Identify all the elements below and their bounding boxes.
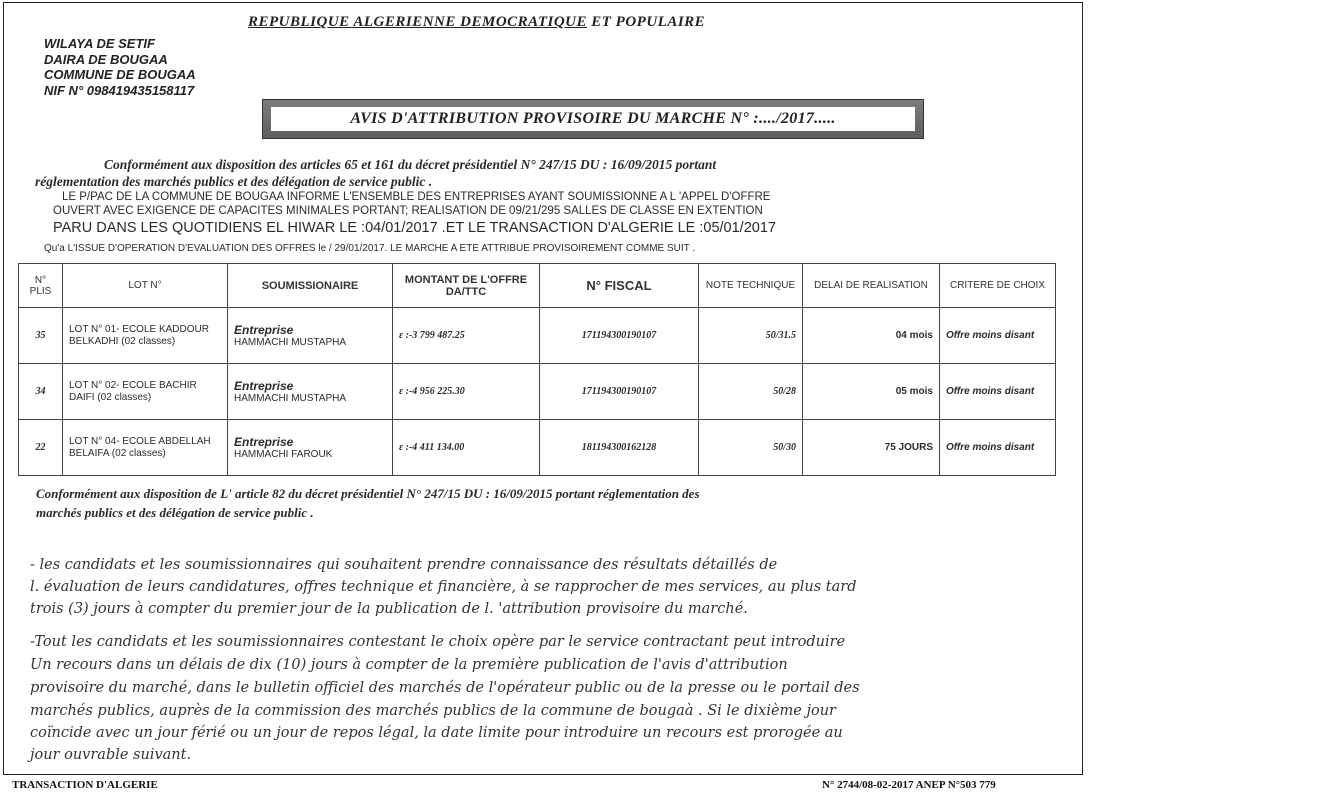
cell-delai: 05 mois	[803, 364, 940, 420]
cell-nom: HAMMACHI FAROUK	[234, 449, 333, 460]
cell-note: 50/30	[699, 420, 803, 476]
header-montant: MONTANT DE L'OFFRE DA/TTC	[393, 264, 540, 308]
cell-plis: 35	[19, 308, 63, 364]
cell-montant: ε :-4 411 134.00	[393, 420, 540, 476]
cell-delai: 75 JOURS	[803, 420, 940, 476]
table-row	[19, 364, 1056, 420]
header-critere: CRITERE DE CHOIX	[940, 264, 1056, 308]
intro-line-5: PARU DANS LES QUOTIDIENS EL HIWAR LE :04/01/2017 .ET LE TRANSACTION D'ALGERIE LE :05/01/2017	[53, 220, 776, 236]
cell-soumissionnaire	[228, 308, 393, 364]
cell-soumissionnaire	[228, 420, 393, 476]
para1-line-1: - les candidats et les soumissionnaires qui souhaitent prendre connaissance des résultats détaillés de	[30, 557, 778, 573]
cell-nom: HAMMACHI MUSTAPHA	[234, 393, 347, 404]
table-row	[19, 420, 1056, 476]
cell-critere: Offre moins disant	[940, 364, 1056, 420]
cell-lot: LOT N° 02- ECOLE BACHIR DAIFI (02 classes)	[63, 364, 228, 420]
para2-line-5: coïncide avec un jour férié ou un jour de repos légal, la date limite pour introduire un recours est prorogée au	[30, 725, 843, 741]
republic-heading-rest: ET POPULAIRE	[587, 14, 706, 30]
administration-block	[44, 36, 196, 98]
table-header-row	[19, 264, 1056, 308]
cell-fiscal: 181194300162128	[540, 420, 699, 476]
cell-critere: Offre moins disant	[940, 308, 1056, 364]
header-plis: N° PLIS	[19, 264, 63, 308]
header-lot: LOT N°	[63, 264, 228, 308]
cell-lot: LOT N° 01- ECOLE KADDOUR BELKADHI (02 classes)	[63, 308, 228, 364]
para2-line-4: marchés publics, auprès de la commission des marchés publics de la commune de bougaà . Si le dixième jour	[30, 703, 836, 719]
intro-line-2: réglementation des marchés publics et des délégation de service public .	[35, 174, 433, 189]
cell-plis: 22	[19, 420, 63, 476]
republic-heading-underlined: REPUBLIQUE ALGERIENNE DEMOCRATIQUE	[248, 14, 588, 30]
cell-entreprise: Entreprise	[234, 435, 294, 449]
para2-line-2: Un recours dans un délais de dix (10) jours à compter de la première publication de l'avis d'attribution	[30, 657, 788, 673]
commune-line: COMMUNE DE BOUGAA	[44, 67, 196, 82]
footer-reference: N° 2744/08-02-2017 ANEP N°503 779	[822, 779, 996, 791]
avis-title: AVIS D'ATTRIBUTION PROVISOIRE DU MARCHE N° :..../2017.....	[271, 107, 915, 131]
header-fiscal: N° FISCAL	[540, 264, 699, 308]
para2-line-1: -Tout les candidats et les soumissionnaires contestant le choix opère par le service contractant peut introduire	[30, 634, 846, 650]
para1-line-2: l. évaluation de leurs candidatures, offres technique et financière, à se rapprocher de mes services, au plus tard	[30, 579, 857, 595]
cell-nom: HAMMACHI MUSTAPHA	[234, 337, 347, 348]
cell-plis: 34	[19, 364, 63, 420]
cell-lot: LOT N° 04- ECOLE ABDELLAH BELAIFA (02 classes)	[63, 420, 228, 476]
cell-note: 50/28	[699, 364, 803, 420]
wilaya-line: WILAYA DE SETIF	[44, 36, 155, 51]
cell-entreprise: Entreprise	[234, 323, 294, 337]
article82-line-1: Conformément aux disposition de L' article 82 du décret présidentiel N° 247/15 DU : 16/09/2015 portant réglementation des	[36, 486, 700, 501]
para1-line-3: trois (3) jours à compter du premier jour de la publication de l. 'attribution provisoire du marché.	[30, 601, 748, 617]
attribution-table	[18, 263, 1056, 476]
cell-soumissionnaire	[228, 364, 393, 420]
cell-delai: 04 mois	[803, 308, 940, 364]
para2-line-6: jour ouvrable suivant.	[30, 747, 192, 763]
cell-montant: ε :-3 799 487.25	[393, 308, 540, 364]
avis-title-box	[262, 99, 924, 139]
article82-line-2: marchés publics et des délégation de service public .	[36, 505, 314, 520]
intro-line-3: LE P/PAC DE LA COMMUNE DE BOUGAA INFORME L'ENSEMBLE DES ENTREPRISES AYANT SOUMISSIONNE A L 'APPEL D'OFFRE	[62, 191, 771, 203]
header-soumissionnaire: SOUMISSIONAIRE	[228, 264, 393, 308]
cell-note: 50/31.5	[699, 308, 803, 364]
table-row	[19, 308, 1056, 364]
cell-critere: Offre moins disant	[940, 420, 1056, 476]
intro-line-1: Conformément aux disposition des articles 65 et 161 du décret présidentiel N° 247/15 DU : 16/09/2015 portant	[104, 157, 717, 172]
cell-fiscal: 171194300190107	[540, 364, 699, 420]
cell-montant: ε :-4 956 225.30	[393, 364, 540, 420]
cell-entreprise: Entreprise	[234, 379, 294, 393]
intro-line-4: OUVERT AVEC EXIGENCE DE CAPACITES MINIMALES PORTANT; REALISATION DE 09/21/295 SALLES DE CLASSE EN EXTENTION	[53, 205, 763, 217]
cell-fiscal: 171194300190107	[540, 308, 699, 364]
nif-line: NIF N° 098419435158117	[44, 82, 195, 98]
header-note: NOTE TECHNIQUE	[699, 264, 803, 308]
header-delai: DELAI DE REALISATION	[803, 264, 940, 308]
republic-heading	[248, 14, 705, 31]
para2-line-3: provisoire du marché, dans le bulletin officiel des marchés de l'opérateur public ou de la presse ou le portail des	[30, 680, 860, 696]
daira-line: DAIRA DE BOUGAA	[44, 51, 168, 67]
footer-publication: TRANSACTION D'ALGERIE	[12, 779, 158, 791]
intro-line-6: Qu'a L'ISSUE D'OPERATION D'EVALUATION DES OFFRES le / 29/01/2017. LE MARCHE A ETE ATTRIBUE PROVISOIREMENT COMME SUIT .	[44, 243, 696, 254]
